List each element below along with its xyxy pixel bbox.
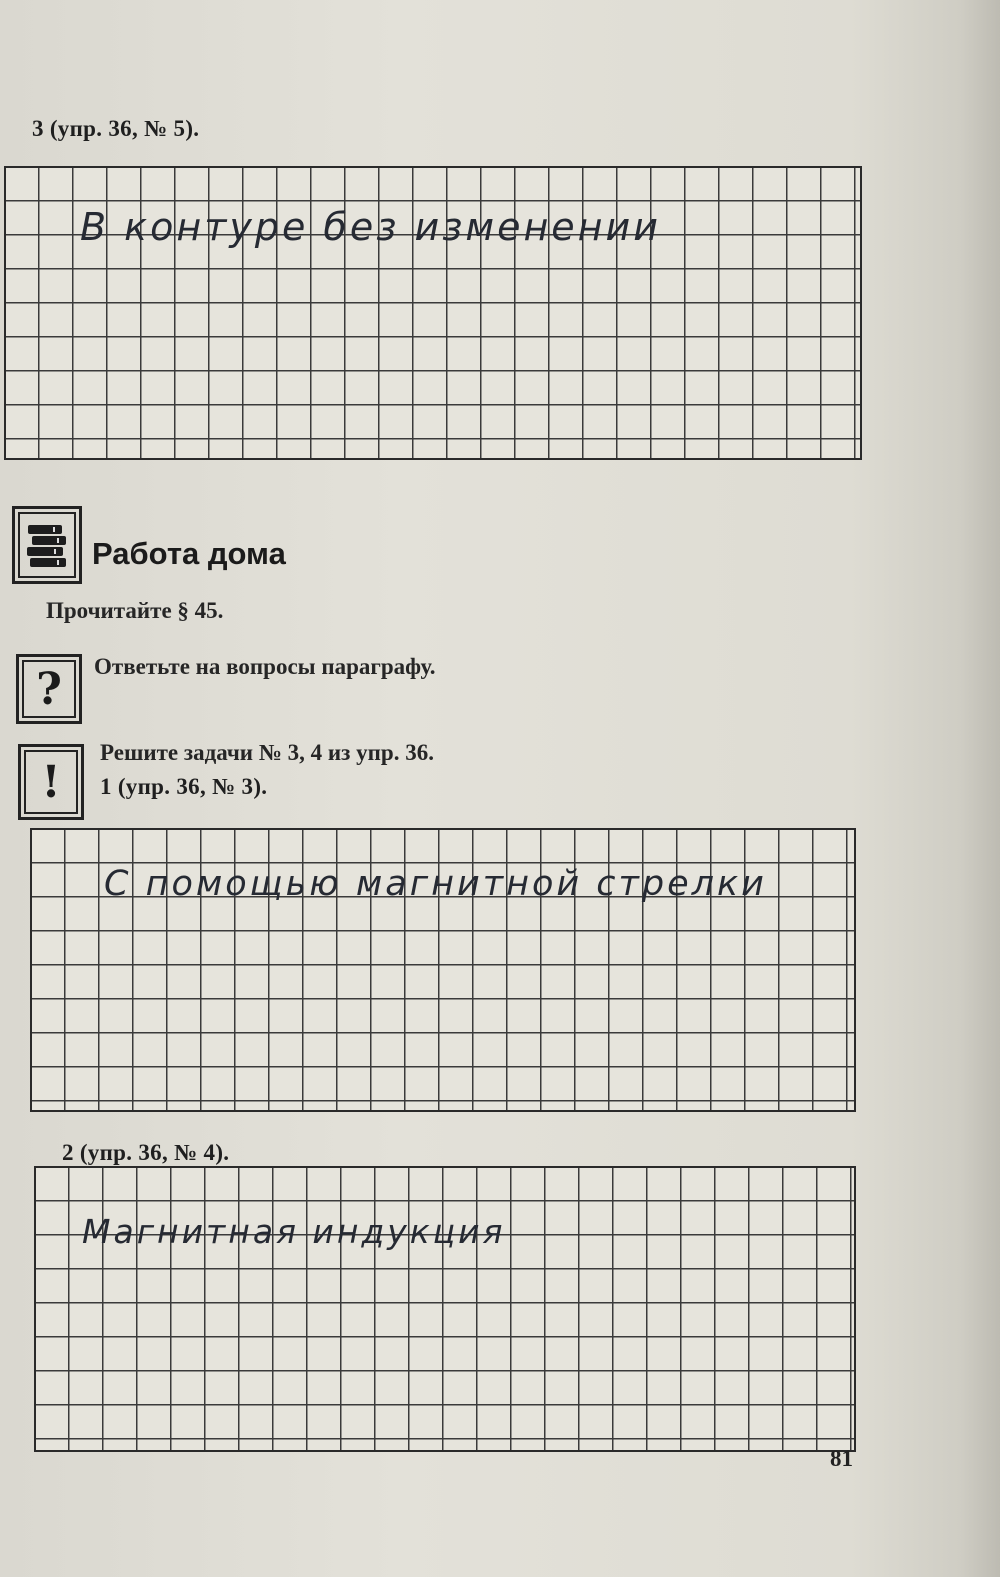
books-icon [12, 506, 82, 584]
question-icon: ? [16, 654, 82, 724]
task2-handwritten-answer: Магнитная индукция [82, 1212, 506, 1251]
tasks-instruction: Решите задачи № 3, 4 из упр. 36. [100, 740, 434, 765]
page-number: 81 [830, 1446, 853, 1471]
task1-label: 1 (упр. 36, № 3). [100, 774, 268, 799]
read-instruction: Прочитайте § 45. [46, 598, 224, 623]
task1-handwritten-answer: С помощью магнитной стрелки [104, 864, 767, 904]
answer-grid-task2 [34, 1166, 856, 1452]
task3-label: 3 (упр. 36, № 5). [32, 116, 200, 141]
exclamation-icon: ! [18, 744, 84, 820]
questions-instruction: Ответьте на вопросы параграфу. [94, 654, 436, 679]
task3-handwritten-answer: В контуре без изменении [80, 205, 661, 249]
task2-label: 2 (упр. 36, № 4). [62, 1140, 230, 1165]
homework-heading: Работа дома [92, 536, 286, 571]
